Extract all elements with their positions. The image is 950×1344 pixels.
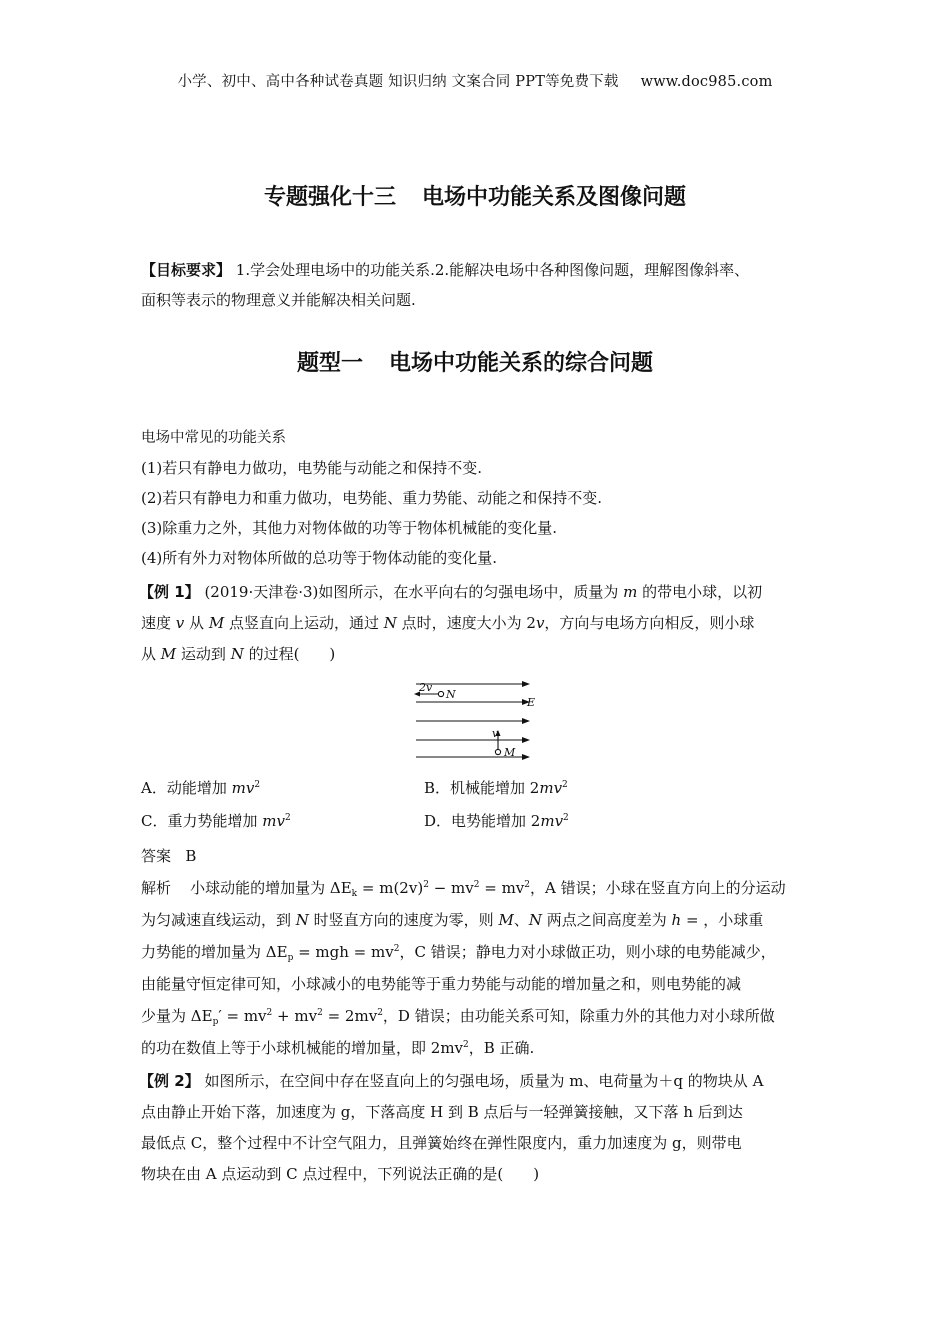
goals-line2: 面积等表示的物理意义并能解决相关问题. xyxy=(141,291,416,309)
option-b[interactable] xyxy=(424,773,568,803)
analysis-line6 xyxy=(141,1032,811,1064)
option-var: mv xyxy=(539,779,563,797)
header-url[interactable]: www.doc985.com xyxy=(640,74,773,90)
header-text: 小学、初中、高中各种试卷真题 知识归纳 文案合同 PPT等免费下载 xyxy=(177,74,619,90)
example1-line2 xyxy=(141,607,811,639)
goals-text1: 1.学会处理电场中的功能关系.2.能解决电场中各种图像问题，理解图像斜率、 xyxy=(231,261,750,279)
analysis-text: + mv xyxy=(272,1007,318,1025)
option-c[interactable] xyxy=(141,806,291,836)
example2-line3: 最低点 C，整个过程中不计空气阻力，且弹簧始终在弹性限度内，重力加速度为 g，则带电 xyxy=(141,1134,742,1152)
answer-label: 答案 xyxy=(141,847,172,865)
relation-item-4: (4)所有外力对物体所做的总功等于物体动能的变化量. xyxy=(141,549,498,567)
title-part2: 电场中功能关系及图像问题 xyxy=(422,185,687,210)
label-E: E xyxy=(527,696,536,709)
analysis-line2 xyxy=(141,904,811,936)
analysis-sup: 2 xyxy=(393,944,400,954)
option-var: mv xyxy=(231,779,255,797)
arrowhead-4 xyxy=(522,737,530,743)
page-header xyxy=(0,70,950,91)
option-text: C．重力势能增加 xyxy=(141,812,263,830)
ex1-text: ，方向与电场方向相反，则小球 xyxy=(544,614,755,632)
option-text: B．机械能增加 2 xyxy=(424,779,540,797)
answer-line xyxy=(141,840,811,872)
analysis-sub: p xyxy=(287,953,294,963)
ball-N xyxy=(438,691,443,696)
example2-label: 【例 2】 xyxy=(139,1072,200,1090)
analysis-sup: 2 xyxy=(317,1008,323,1018)
analysis-line4: 由能量守恒定律可知，小球减小的电势能等于重力势能与动能的增加量之和，则电势能的减 xyxy=(141,975,742,993)
ex1-text: 从 xyxy=(184,614,209,632)
relation-item-2: (2)若只有静电力和重力做功，电势能、重力势能、动能之和保持不变. xyxy=(141,489,603,507)
analysis-text: 、 xyxy=(513,911,529,929)
analysis-text: = mv xyxy=(479,879,525,897)
ex1-text: 从 xyxy=(141,645,161,663)
option-exp: 2 xyxy=(254,780,261,790)
analysis-text: = ，小球重 xyxy=(681,911,764,929)
ex2-text: 如图所示，在空间中存在竖直向上的匀强电场，质量为 m、电荷量为＋q 的物块从 A xyxy=(199,1072,764,1090)
arrowhead-5 xyxy=(522,754,530,760)
ex1-text: 的带电小球，以初 xyxy=(637,583,763,601)
option-exp: 2 xyxy=(563,813,569,823)
analysis-text: ，C 错误；静电力对小球做正功，则小球的电势能减少， xyxy=(399,943,776,961)
relation-item-3: (3)除重力之外，其他力对物体做的功等于物体机械能的变化量. xyxy=(141,519,558,537)
analysis-sup: 2 xyxy=(266,1008,273,1018)
goals-label: 【目标要求】 xyxy=(141,261,232,279)
ex1-var: m xyxy=(623,583,638,601)
analysis-label: 解析 xyxy=(141,879,172,897)
ex1-var: v xyxy=(175,614,185,632)
analysis-text: 时竖直方向的速度为零，则 xyxy=(308,911,499,929)
example1-line3 xyxy=(141,638,811,670)
option-exp: 2 xyxy=(284,813,291,823)
label-2v: 2v xyxy=(419,681,433,694)
example2-line1 xyxy=(139,1065,809,1097)
arrowhead-1 xyxy=(522,681,530,687)
title-part1: 专题强化十三 xyxy=(263,185,396,210)
relations-heading: 电场中常见的功能关系 xyxy=(141,430,286,446)
ex1-var: N xyxy=(230,645,244,663)
analysis-sub: p xyxy=(212,1017,219,1027)
analysis-text: ′ = mv xyxy=(218,1007,267,1025)
option-text: D．电势能增加 2 xyxy=(424,812,541,830)
analysis-text: − mv xyxy=(428,879,474,897)
analysis-text: ，B 正确. xyxy=(468,1039,535,1057)
answer-value: B xyxy=(185,847,197,865)
option-text: A．动能增加 xyxy=(141,779,232,797)
analysis-sup: 2 xyxy=(473,880,480,890)
example1-label: 【例 1】 xyxy=(139,583,200,601)
ex1-var: M xyxy=(160,645,177,663)
analysis-var: N xyxy=(528,911,542,929)
analysis-text: 两点之间高度差为 xyxy=(541,911,672,929)
analysis-sup: 2 xyxy=(377,1008,383,1018)
label-N: N xyxy=(446,688,456,701)
section-part2: 电场中功能关系的综合问题 xyxy=(389,351,654,376)
analysis-line1 xyxy=(141,872,811,904)
option-var: mv xyxy=(540,812,564,830)
option-var: mv xyxy=(262,812,285,830)
analysis-sup: 2 xyxy=(423,880,429,890)
page-title xyxy=(0,180,950,211)
relation-item-1: (1)若只有静电力做功，电势能与动能之和保持不变. xyxy=(141,459,483,477)
goals-line1 xyxy=(141,254,811,286)
analysis-sub: k xyxy=(351,889,358,899)
example1-line1 xyxy=(139,576,809,608)
analysis-text: = mgh = mv xyxy=(293,943,394,961)
analysis-text: 力势能的增加量为 ΔE xyxy=(141,943,288,961)
ex1-text: 运动到 xyxy=(176,645,231,663)
option-d[interactable] xyxy=(424,806,569,836)
arrowhead-3 xyxy=(522,718,530,724)
analysis-text: = m(2v) xyxy=(357,879,424,897)
label-M: M xyxy=(504,746,516,759)
option-exp: 2 xyxy=(562,780,568,790)
analysis-var: M xyxy=(498,911,514,929)
analysis-text: ，D 错误；由功能关系可知，除重力外的其他力对小球所做 xyxy=(382,1007,775,1025)
analysis-sup: 2 xyxy=(524,880,531,890)
section-part1: 题型一 xyxy=(296,351,363,376)
analysis-sup: 2 xyxy=(463,1040,469,1050)
example2-line2: 点由静止开始下落，加速度为 g，下落高度 H 到 B 点后与一轻弹簧接触，又下落 h 后到达 xyxy=(141,1103,743,1121)
example2-line4: 物块在由 A 点运动到 C 点过程中，下列说法正确的是( ) xyxy=(141,1165,540,1183)
ex1-text: 的过程( ) xyxy=(243,645,336,663)
section-title xyxy=(0,346,950,377)
analysis-text: 为匀减速直线运动，到 xyxy=(141,911,296,929)
analysis-text: = 2mv xyxy=(322,1007,378,1025)
ex1-text: 速度 xyxy=(141,614,176,632)
ex1-text: 点竖直向上运动，通过 xyxy=(224,614,384,632)
analysis-line3 xyxy=(141,936,811,968)
ex1-var: N xyxy=(383,614,397,632)
ex1-var: M xyxy=(208,614,225,632)
analysis-text: ，A 错误；小球在竖直方向上的分运动 xyxy=(530,879,786,897)
analysis-var: N xyxy=(295,911,309,929)
analysis-text: 的功在数值上等于小球机械能的增加量，即 2mv xyxy=(141,1039,464,1057)
analysis-var: h xyxy=(671,911,682,929)
ex1-var: v xyxy=(535,614,545,632)
electric-field-figure xyxy=(412,676,542,762)
ex1-text: (2019·天津卷·3)如图所示，在水平向右的匀强电场中，质量为 xyxy=(199,583,624,601)
ball-M xyxy=(495,749,500,754)
option-a[interactable] xyxy=(141,773,260,803)
analysis-text: 小球动能的增加量为 ΔE xyxy=(190,879,352,897)
label-v: v xyxy=(492,727,499,740)
analysis-text: 少量为 ΔE xyxy=(141,1007,213,1025)
analysis-line5 xyxy=(141,1000,811,1032)
ex1-text: 点时，速度大小为 2 xyxy=(396,614,536,632)
